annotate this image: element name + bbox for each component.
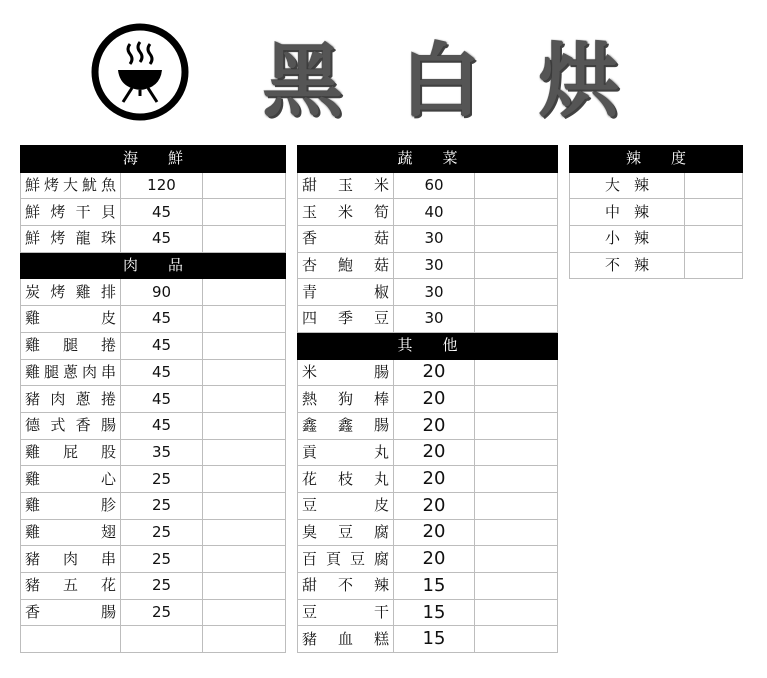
item-name-char: 雞 [75, 282, 91, 301]
menu-row [21, 626, 286, 653]
item-name-char: 不 [337, 576, 353, 595]
item-name-char: 狗 [337, 389, 353, 408]
item-name-char: 丸 [373, 469, 389, 488]
item-name-char: 玉 [337, 176, 353, 195]
menu-row [21, 332, 286, 359]
item-price: 45 [121, 226, 203, 253]
item-name-char: 豆 [373, 309, 389, 328]
item-name-char: 香 [25, 603, 41, 622]
note-cell [203, 412, 286, 439]
item-name [21, 599, 121, 626]
note-cell [475, 573, 558, 600]
note-cell [685, 199, 743, 226]
item-name-char: 辣 [634, 256, 650, 275]
item-name-char: 大 [62, 176, 78, 195]
note-cell [475, 599, 558, 626]
note-cell [475, 279, 558, 306]
section-header [570, 146, 743, 173]
item-price: 45 [121, 199, 203, 226]
menu-row [298, 226, 558, 253]
item-price: 20 [394, 519, 475, 546]
item-name-char: 腐 [373, 522, 389, 541]
item-name-char: 串 [100, 549, 116, 568]
item-name-char: 豆 [302, 603, 318, 622]
item-price: 60 [394, 172, 475, 199]
note-cell [475, 492, 558, 519]
item-name [298, 306, 394, 333]
item-name-char: 豆 [337, 522, 353, 541]
section-title-char: 肉 [122, 256, 138, 275]
item-name-char: 豬 [25, 576, 41, 595]
item-price: 40 [394, 199, 475, 226]
menu-row [570, 199, 743, 226]
item-name-char: 菇 [373, 229, 389, 248]
item-name-char: 烤 [43, 176, 59, 195]
item-name [21, 279, 121, 306]
item-name-char: 雞 [25, 522, 41, 541]
section-title-char: 其 [397, 336, 413, 355]
section-header [21, 146, 286, 173]
item-price: 25 [121, 519, 203, 546]
note-cell [475, 306, 558, 333]
item-name [298, 519, 394, 546]
item-price [121, 626, 203, 653]
item-name-char: 肉 [50, 389, 66, 408]
section-title-char: 度 [671, 149, 687, 168]
note-cell [475, 412, 558, 439]
note-cell [475, 546, 558, 573]
item-name-char: 百 [302, 549, 318, 568]
item-name-char: 花 [100, 576, 116, 595]
item-name-char: 皮 [100, 309, 116, 328]
section-header [298, 146, 558, 173]
item-name-char: 腿 [43, 362, 59, 381]
item-name-char: 雞 [25, 442, 41, 461]
item-name-char: 鮮 [25, 176, 41, 195]
item-name [21, 519, 121, 546]
item-name-char: 甜 [302, 176, 318, 195]
item-name [21, 412, 121, 439]
item-name [21, 332, 121, 359]
note-cell [203, 546, 286, 573]
menu-row [298, 492, 558, 519]
note-cell [475, 359, 558, 386]
note-cell [475, 172, 558, 199]
section-title-char: 海 [122, 149, 138, 168]
note-cell [475, 519, 558, 546]
item-name-char: 枝 [337, 469, 353, 488]
item-name-char: 排 [100, 282, 116, 301]
item-name-char: 干 [75, 202, 91, 221]
section-title-char: 蔬 [397, 149, 413, 168]
item-price: 20 [394, 466, 475, 493]
menu-row [570, 226, 743, 253]
item-name-char: 豬 [25, 549, 41, 568]
item-name-char: 血 [337, 629, 353, 648]
item-name-char: 雞 [25, 469, 41, 488]
note-cell [203, 626, 286, 653]
item-name-char: 翅 [100, 522, 116, 541]
menu-row [298, 519, 558, 546]
item-name [298, 546, 394, 573]
note-cell [475, 226, 558, 253]
menu-row [21, 412, 286, 439]
note-cell [203, 306, 286, 333]
item-price: 120 [121, 172, 203, 199]
note-cell [203, 279, 286, 306]
item-name-char: 棒 [373, 389, 389, 408]
item-name-char: 甜 [302, 576, 318, 595]
item-name [21, 172, 121, 199]
note-cell [475, 439, 558, 466]
item-name-char: 珠 [100, 229, 116, 248]
menu-row [21, 279, 286, 306]
item-name-char: 雞 [25, 496, 41, 515]
item-name-char: 串 [100, 362, 116, 381]
item-name-char: 屁 [62, 442, 78, 461]
item-name-char: 中 [604, 202, 620, 221]
item-name-char: 辣 [634, 229, 650, 248]
menu-row [298, 466, 558, 493]
item-name-char: 不 [604, 256, 620, 275]
item-name-char: 烤 [50, 282, 66, 301]
item-price: 20 [394, 546, 475, 573]
item-name [21, 306, 121, 333]
item-name-char: 魷 [81, 176, 97, 195]
section-title-char: 鮮 [168, 149, 184, 168]
item-name-char: 豬 [302, 629, 318, 648]
menu-row [21, 199, 286, 226]
item-name-char: 菇 [373, 256, 389, 275]
item-name-char: 鮮 [25, 202, 41, 221]
item-name-char: 式 [50, 416, 66, 435]
item-name-char: 腸 [100, 603, 116, 622]
item-name-char: 腸 [373, 416, 389, 435]
section-title [397, 338, 457, 353]
item-price: 25 [121, 599, 203, 626]
item-price: 20 [394, 412, 475, 439]
item-price: 30 [394, 279, 475, 306]
item-price: 45 [121, 306, 203, 333]
note-cell [203, 172, 286, 199]
item-name-char: 腿 [62, 336, 78, 355]
note-cell [203, 332, 286, 359]
item-price: 45 [121, 359, 203, 386]
menu-row [570, 252, 743, 279]
item-name-char: 心 [100, 469, 116, 488]
item-name [298, 599, 394, 626]
item-name-char: 辣 [373, 576, 389, 595]
note-cell [475, 466, 558, 493]
item-name-char: 椒 [373, 282, 389, 301]
item-name-char: 捲 [100, 389, 116, 408]
item-name-char: 烤 [50, 229, 66, 248]
item-name-char: 米 [373, 176, 389, 195]
section-title [397, 151, 457, 166]
item-name-char: 玉 [302, 202, 318, 221]
item-name-char: 臭 [302, 522, 318, 541]
item-name [298, 252, 394, 279]
item-name [21, 573, 121, 600]
note-cell [685, 252, 743, 279]
item-name [21, 546, 121, 573]
section-header [21, 252, 286, 279]
item-name [570, 252, 685, 279]
note-cell [203, 492, 286, 519]
item-name [298, 492, 394, 519]
note-cell [203, 439, 286, 466]
item-name-char: 蔥 [62, 362, 78, 381]
note-cell [475, 199, 558, 226]
item-name [298, 172, 394, 199]
item-name-char: 鑫 [337, 416, 353, 435]
section-header [298, 332, 558, 359]
item-price: 20 [394, 492, 475, 519]
item-name-char: 熱 [302, 389, 318, 408]
item-name-char: 魚 [100, 176, 116, 195]
item-price: 20 [394, 386, 475, 413]
item-name [298, 439, 394, 466]
item-name-char: 干 [373, 603, 389, 622]
item-name-char: 貝 [100, 202, 116, 221]
menu-row [21, 386, 286, 413]
menu-row [298, 386, 558, 413]
section-title [123, 258, 183, 273]
item-name-char: 貢 [302, 442, 318, 461]
item-name-char: 肉 [81, 362, 97, 381]
menu-row [298, 626, 558, 653]
item-name-char: 德 [25, 416, 41, 435]
item-name-char: 雞 [25, 362, 41, 381]
note-cell [203, 226, 286, 253]
item-name-char: 辣 [634, 176, 650, 195]
item-name-char: 胗 [100, 496, 116, 515]
item-name-char: 季 [337, 309, 353, 328]
item-name-char: 肉 [62, 549, 78, 568]
menu-row [298, 279, 558, 306]
item-price: 20 [394, 359, 475, 386]
note-cell [203, 386, 286, 413]
item-name [298, 466, 394, 493]
item-name-char: 雞 [25, 336, 41, 355]
menu-row [21, 573, 286, 600]
menu-row [21, 599, 286, 626]
item-name-char: 炭 [25, 282, 41, 301]
item-name [298, 626, 394, 653]
item-name-char: 龍 [75, 229, 91, 248]
menu-table-vegetables-other [297, 145, 558, 653]
item-name-char: 鮮 [25, 229, 41, 248]
menu-row [298, 252, 558, 279]
item-price: 45 [121, 386, 203, 413]
brand-char: 白 [401, 34, 481, 128]
item-name [298, 359, 394, 386]
menu-row [298, 172, 558, 199]
section-title-char: 菜 [442, 149, 458, 168]
note-cell [203, 519, 286, 546]
item-name-char: 皮 [373, 496, 389, 515]
item-name-char: 腸 [373, 362, 389, 381]
section-title-char: 品 [168, 256, 184, 275]
item-price: 30 [394, 252, 475, 279]
note-cell [203, 599, 286, 626]
item-name-char: 筍 [373, 202, 389, 221]
item-price: 20 [394, 439, 475, 466]
menu-row [298, 412, 558, 439]
menu-row [298, 546, 558, 573]
item-price: 35 [121, 439, 203, 466]
note-cell [203, 199, 286, 226]
section-title [123, 151, 183, 166]
item-name [21, 626, 121, 653]
item-name-char: 糕 [373, 629, 389, 648]
section-title-char: 辣 [625, 149, 641, 168]
brand-title [263, 24, 619, 128]
menu-row [570, 172, 743, 199]
menu-row [21, 439, 286, 466]
menu-row [298, 199, 558, 226]
menu-table-spice-level [569, 145, 743, 279]
menu-row [21, 359, 286, 386]
item-price: 30 [394, 226, 475, 253]
note-cell [475, 626, 558, 653]
item-name-char: 豬 [25, 389, 41, 408]
menu-row [298, 359, 558, 386]
item-name-char: 捲 [100, 336, 116, 355]
item-name-char: 杏 [302, 256, 318, 275]
menu-row [21, 172, 286, 199]
item-price: 45 [121, 412, 203, 439]
menu-row [21, 306, 286, 333]
menu-row [298, 306, 558, 333]
item-name-char: 大 [604, 176, 620, 195]
item-name-char: 雞 [25, 309, 41, 328]
section-title-char: 他 [442, 336, 458, 355]
item-name-char: 鮑 [337, 256, 353, 275]
item-name-char: 丸 [373, 442, 389, 461]
item-price: 90 [121, 279, 203, 306]
menu-row [21, 546, 286, 573]
item-name-char: 腸 [100, 416, 116, 435]
menu-row [21, 466, 286, 493]
menu-row [298, 439, 558, 466]
item-name [298, 412, 394, 439]
item-name-char: 辣 [634, 202, 650, 221]
note-cell [203, 359, 286, 386]
item-name-char: 花 [302, 469, 318, 488]
menu-table-seafood-meat [20, 145, 286, 653]
item-name [21, 386, 121, 413]
item-name-char: 豆 [349, 549, 365, 568]
item-name-char: 青 [302, 282, 318, 301]
item-name [298, 226, 394, 253]
item-name [21, 199, 121, 226]
item-name-char: 小 [604, 229, 620, 248]
menu-row [21, 492, 286, 519]
note-cell [475, 386, 558, 413]
note-cell [685, 172, 743, 199]
item-name [298, 199, 394, 226]
menu-row [21, 226, 286, 253]
grill-logo-icon [90, 22, 190, 122]
item-name-char: 米 [302, 362, 318, 381]
note-cell [475, 252, 558, 279]
note-cell [203, 466, 286, 493]
item-price: 25 [121, 573, 203, 600]
item-name-char: 五 [62, 576, 78, 595]
item-price: 25 [121, 492, 203, 519]
item-name-char: 腐 [373, 549, 389, 568]
item-name [570, 199, 685, 226]
item-name [298, 573, 394, 600]
note-cell [203, 573, 286, 600]
item-name-char: 烤 [50, 202, 66, 221]
item-name [298, 386, 394, 413]
item-name [21, 226, 121, 253]
item-price: 30 [394, 306, 475, 333]
item-price: 25 [121, 466, 203, 493]
item-price: 15 [394, 626, 475, 653]
item-price: 45 [121, 332, 203, 359]
menu-row [21, 519, 286, 546]
note-cell [685, 226, 743, 253]
brand-char: 黑 [263, 34, 343, 128]
item-name-char: 鑫 [302, 416, 318, 435]
item-name-char: 香 [302, 229, 318, 248]
item-price: 15 [394, 573, 475, 600]
item-price: 25 [121, 546, 203, 573]
item-name-char: 股 [100, 442, 116, 461]
item-name-char: 蔥 [75, 389, 91, 408]
item-name [21, 439, 121, 466]
item-name [570, 172, 685, 199]
item-name-char: 豆 [302, 496, 318, 515]
item-name [298, 279, 394, 306]
item-name-char: 香 [75, 416, 91, 435]
item-name [21, 359, 121, 386]
item-price: 15 [394, 599, 475, 626]
item-name [570, 226, 685, 253]
item-name [21, 466, 121, 493]
brand-char: 烘 [539, 34, 619, 128]
item-name [21, 492, 121, 519]
section-title [626, 151, 686, 166]
item-name-char: 四 [302, 309, 318, 328]
item-name-char: 米 [337, 202, 353, 221]
menu-row [298, 599, 558, 626]
menu-row [298, 573, 558, 600]
item-name-char: 頁 [325, 549, 341, 568]
